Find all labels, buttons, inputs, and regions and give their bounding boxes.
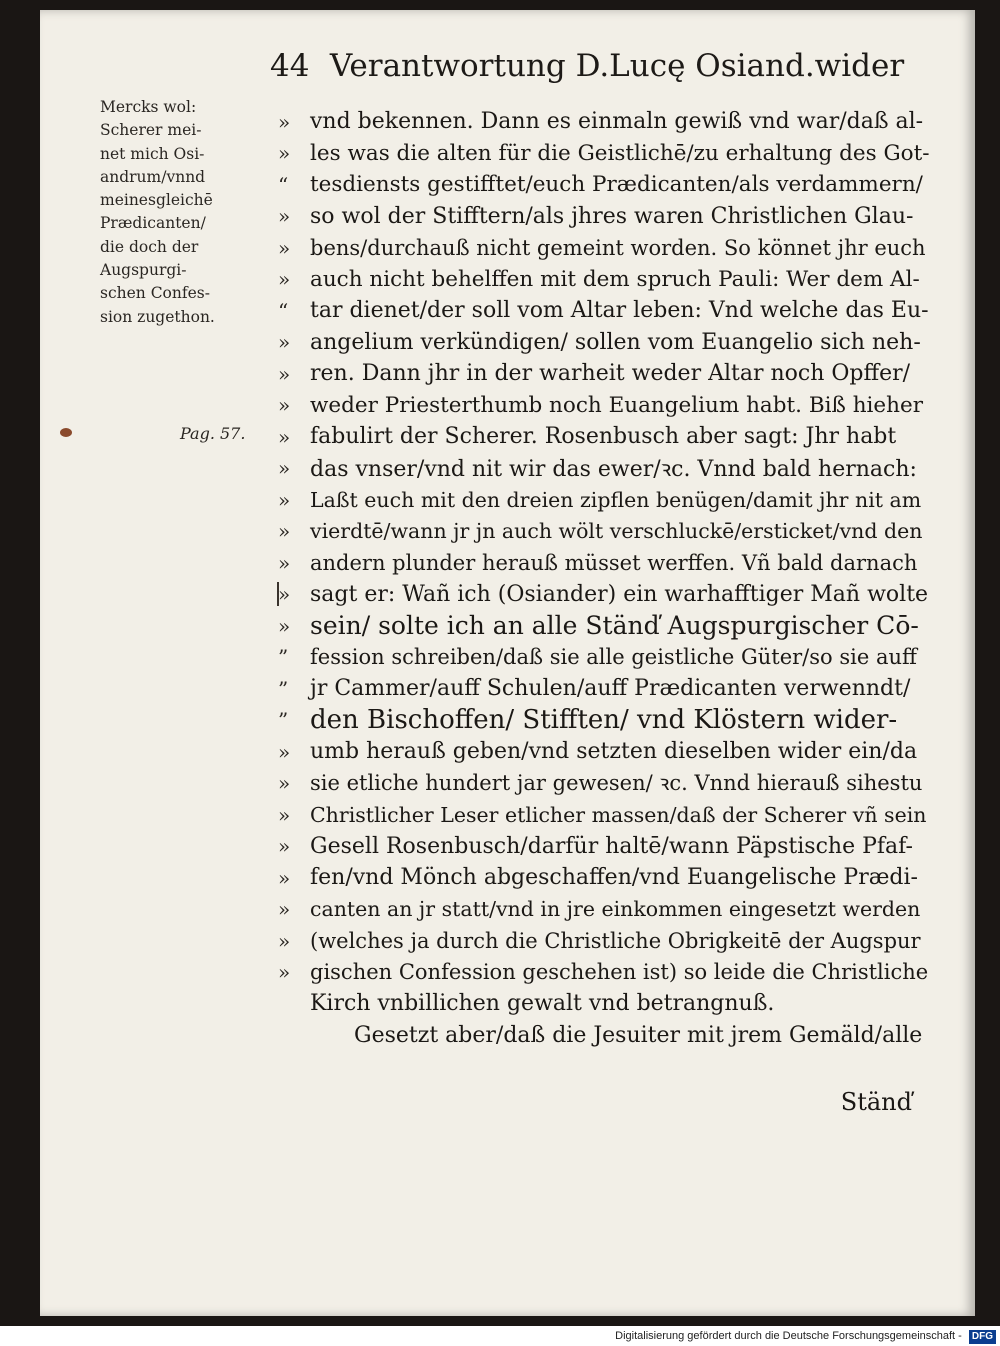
- quote-mark: »: [278, 834, 291, 859]
- dfg-logo: DFG: [969, 1330, 996, 1344]
- line-text: fen/vnd Mönch abgeschaffen/vnd Euangelische Prædi-: [310, 865, 918, 891]
- text-line: [278, 736, 938, 768]
- quote-mark: »: [278, 550, 291, 575]
- line-text: fabulirt der Scherer. Rosenbusch aber sagt: Jhr habt: [310, 424, 897, 450]
- text-line: [278, 138, 938, 170]
- margin-note-line: schen Confes-: [100, 284, 210, 303]
- line-text: Christlicher Leser etlicher massen/daß der Scherer vñ sein: [310, 802, 927, 827]
- quote-mark: »: [278, 897, 291, 922]
- text-line: [278, 264, 938, 296]
- text-line: [278, 169, 938, 201]
- margin-note-line: Mercks wol:: [100, 98, 197, 116]
- margin-note-line: andrum/vnnd: [100, 167, 206, 186]
- quote-mark: »: [278, 771, 291, 796]
- quote-mark: »: [278, 802, 291, 827]
- catchword: Stänď: [840, 1088, 912, 1116]
- line-text: sagt er: Wañ ich (Osiander) ein warhafftiger Mañ wolte: [310, 581, 929, 607]
- quote-mark: ”: [278, 645, 289, 670]
- line-text: andern plunder herauß müsset werffen. Vñ bald darnach: [310, 550, 918, 575]
- line-text: bens/durchauß nicht gemeint worden. So könnet jhr euch: [310, 235, 926, 260]
- text-line: [278, 768, 938, 800]
- text-line: [278, 988, 938, 1020]
- line-text: canten an jr statt/vnd in jre einkommen eingesetzt werden: [310, 897, 921, 922]
- text-line: [278, 295, 938, 327]
- quote-mark: »: [278, 109, 291, 134]
- text-line: [278, 327, 938, 359]
- running-header: [270, 48, 910, 84]
- quote-mark: »: [278, 424, 291, 449]
- quote-mark: »: [278, 865, 291, 890]
- running-title: Verantwortung D.Lucę Osiand.wider: [329, 48, 905, 84]
- quote-mark: »: [278, 204, 291, 229]
- line-text: tar dienet/der soll vom Altar leben: Vnd welche das Eu-: [310, 298, 929, 324]
- line-text: sie etliche hundert jar gewesen/ ꝛc. Vnnd hierauß sihestu: [310, 771, 923, 796]
- line-text: jr Cammer/auff Schulen/auff Prædicanten verwenndt/: [310, 676, 911, 702]
- line-text: den Bischoffen/ Stifften/ vnd Klöstern wider-: [310, 705, 898, 736]
- quote-mark: »: [278, 456, 291, 481]
- quote-mark: »: [278, 267, 291, 292]
- quote-mark: »: [278, 960, 291, 985]
- margin-note-line: net mich Osi-: [100, 144, 205, 163]
- line-text: fession schreiben/daß sie alle geistliche Güter/so sie auff: [310, 645, 917, 670]
- line-text: auch nicht behelffen mit dem spruch Pauli: Wer dem Al-: [310, 266, 920, 292]
- quote-mark: “: [278, 298, 289, 323]
- quote-mark: ”: [278, 708, 289, 733]
- text-line: [278, 484, 938, 516]
- text-line: [278, 705, 938, 737]
- quote-mark: »: [278, 928, 291, 953]
- text-line: [278, 390, 938, 422]
- margin-page-reference: Pag. 57.: [180, 424, 246, 443]
- quote-mark: »: [278, 361, 291, 386]
- text-line: [278, 894, 938, 926]
- line-text: Kirch vnbillichen gewalt vnd betrangnuß.: [310, 991, 775, 1017]
- line-text: tesdiensts gestifftet/euch Prædicanten/als verdammern/: [310, 172, 923, 198]
- line-text: umb herauß geben/vnd setzten dieselben wider ein/da: [310, 739, 918, 765]
- line-text: Gesell Rosenbusch/darfür haltē/wann Päpstische Pfaf-: [310, 833, 913, 859]
- footer-text: Digitalisierung gefördert durch die Deutsche Forschungsgemeinschaft -: [615, 1330, 962, 1342]
- text-line: [278, 201, 938, 233]
- line-text: Gesetzt aber/daß die Jesuiter mit jrem Gemäld/alle: [354, 1022, 923, 1048]
- text-line: [278, 516, 938, 548]
- text-line: [278, 673, 938, 705]
- text-line: [278, 579, 938, 611]
- text-line: [278, 799, 938, 831]
- text-line: [278, 642, 938, 674]
- quote-mark: ”: [278, 676, 289, 701]
- quote-mark: “: [278, 172, 289, 197]
- margin-note: [100, 96, 250, 329]
- text-line: [278, 106, 938, 138]
- quote-mark: »: [278, 613, 291, 638]
- text-line: [278, 957, 938, 989]
- quote-mark: »: [278, 582, 291, 607]
- line-text: vierdtē/wann jr jn auch wölt verschluckē/ersticket/vnd den: [310, 519, 923, 544]
- text-line: [278, 831, 938, 863]
- text-line: [278, 1020, 938, 1052]
- line-text: les was die alten für die Geistlichē/zu erhaltung des Got-: [310, 140, 930, 166]
- quote-mark: »: [278, 330, 291, 355]
- text-line: [278, 862, 938, 894]
- text-line: [278, 453, 938, 485]
- line-text: (welches ja durch die Christliche Obrigkeitē der Augspur: [310, 928, 921, 953]
- line-text: vnd bekennen. Dann es einmaln gewiß vnd war/daß al-: [310, 109, 924, 135]
- line-text: angelium verkündigen/ sollen vom Euangelio sich neh-: [310, 329, 921, 355]
- text-line: [278, 358, 938, 390]
- footer-credit: [0, 1326, 1000, 1346]
- text-line: [278, 547, 938, 579]
- margin-note-line: sion zugethon.: [100, 307, 215, 326]
- quote-mark: »: [278, 739, 291, 764]
- line-text: weder Priesterthumb noch Euangelium habt. Biß hieher: [310, 392, 923, 418]
- quote-mark: »: [278, 141, 291, 166]
- line-text: ren. Dann jhr in der warheit weder Altar noch Opffer/: [310, 361, 911, 387]
- line-text: das vnser/vnd nit wir das ewer/ꝛc. Vnnd bald hernach:: [310, 457, 917, 483]
- margin-note-line: Scherer mei-: [100, 121, 202, 140]
- line-text: sein/ solte ich an alle Stänď Augspurgischer Cō-: [310, 611, 919, 641]
- text-line: [278, 232, 938, 264]
- text-line: [278, 421, 938, 453]
- quote-mark: »: [278, 487, 291, 512]
- margin-note-line: Prædicanten/: [100, 214, 206, 233]
- line-text: Laßt euch mit den dreien zipflen benügen/damit jhr nit am: [310, 487, 922, 512]
- margin-note-line: die doch der: [100, 237, 199, 256]
- quote-mark: »: [278, 393, 291, 418]
- body-text: [278, 106, 938, 1051]
- quote-mark: »: [278, 519, 291, 544]
- line-text: gischen Confession geschehen ist) so leide die Christliche: [310, 960, 929, 985]
- page-number: 44: [270, 48, 310, 84]
- text-line: [278, 925, 938, 957]
- line-text: so wol der Stifftern/als jhres waren Christlichen Glau-: [310, 203, 914, 229]
- ink-blot: [60, 428, 72, 437]
- text-line: [278, 610, 938, 642]
- quote-mark: »: [278, 235, 291, 260]
- margin-note-line: Augspurgi-: [100, 261, 187, 280]
- margin-note-line: meinesgleichē: [100, 191, 213, 210]
